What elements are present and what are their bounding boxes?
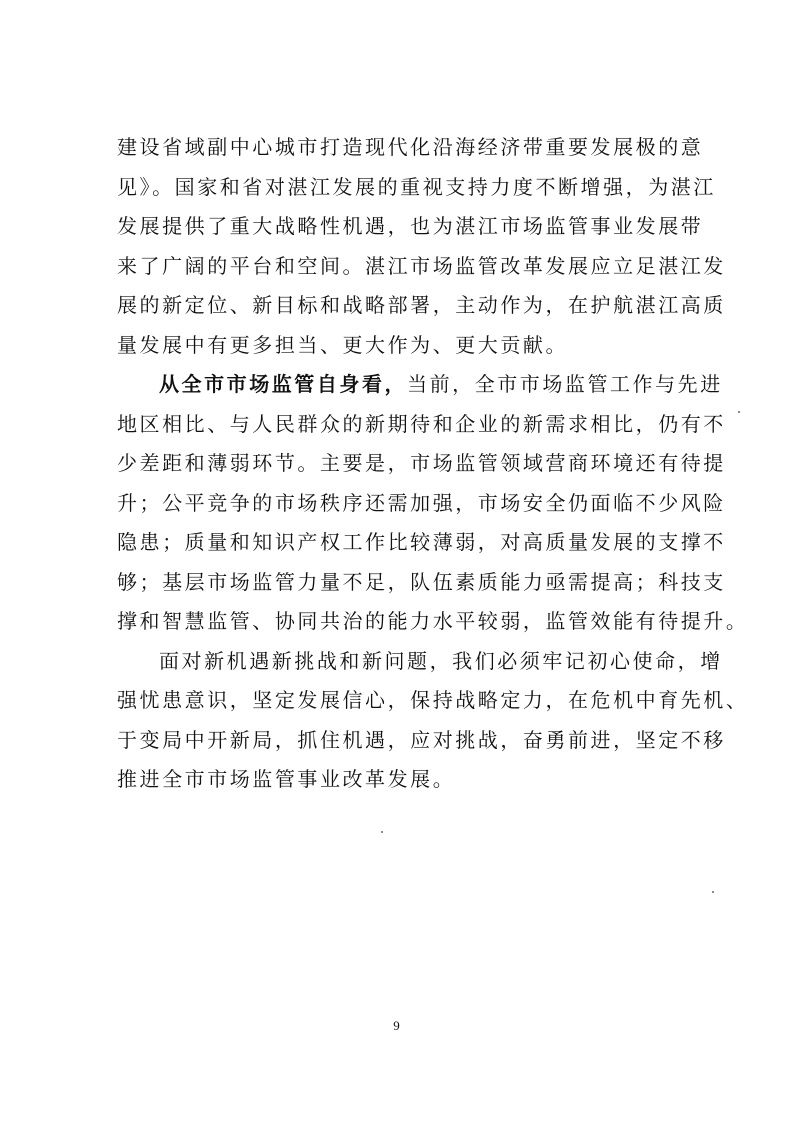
text-line: 展的新定位、新目标和战略部署，主动作为，在护航湛江高质: [117, 293, 726, 317]
text-line: 推进全市市场监管事业改革发展。: [117, 767, 456, 791]
text-line: 来了广阔的平台和空间。湛江市场监管改革发展应立足湛江发: [117, 253, 726, 278]
text-line: 够；基层市场监管力量不足，队伍素质能力亟需提高；科技支: [117, 569, 726, 594]
page-number: 9: [393, 1018, 400, 1033]
paragraph-2: [117, 365, 749, 642]
paragraph-lead-heading: 从全市市场监管自身看，: [159, 372, 408, 396]
text-line: 发展提供了重大战略性机遇，也为湛江市场监管事业发展带: [117, 214, 704, 238]
text-line: 撑和智慧监管、协同共治的能力水平较弱，监管效能有待提升。: [117, 609, 749, 633]
text-line: 量发展中有更多担当、更大作为、更大贡献。: [117, 332, 568, 357]
body-text: [117, 128, 749, 800]
text-line: 地区相比、与人民群众的新期待和企业的新需求相比，仍有不: [117, 411, 726, 436]
text-line: 隐患；质量和知识产权工作比较薄弱，对高质量发展的支撑不: [117, 530, 726, 554]
text-line: 强忧患意识，坚定发展信心，保持战略定力，在危机中育先机、: [117, 688, 749, 712]
text-line: [117, 365, 723, 405]
paragraph-1: [117, 128, 726, 365]
paragraph-3: [117, 642, 749, 800]
scan-speck: [738, 411, 740, 413]
text-line: 见》。国家和省对湛江发展的重视支持力度不断增强，为湛江: [117, 174, 716, 199]
text-run: 当前，全市市场监管工作与先进: [407, 372, 723, 396]
text-line: 面对新机遇新挑战和新问题，我们必须牢记初心使命，增: [159, 648, 723, 673]
scan-speck: [712, 891, 714, 893]
text-line: 少差距和薄弱环节。主要是，市场监管领域营商环境还有待提: [117, 451, 726, 475]
text-line: 建设省域副中心城市打造现代化沿海经济带重要发展极的意: [117, 135, 704, 159]
scan-speck: [381, 831, 383, 833]
text-line: 于变局中开新局，抓住机遇，应对挑战，奋勇前进，坚定不移: [117, 727, 726, 752]
text-line: 升；公平竞争的市场秩序还需加强，市场安全仍面临不少风险: [117, 490, 726, 515]
